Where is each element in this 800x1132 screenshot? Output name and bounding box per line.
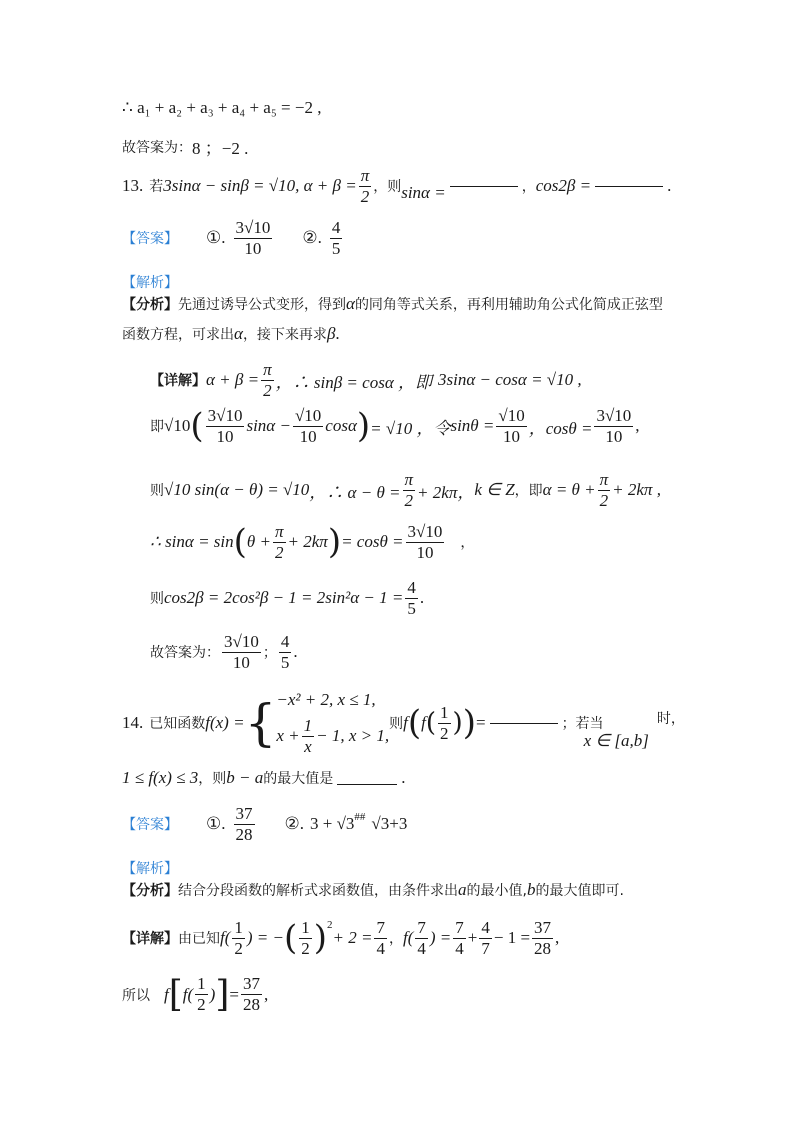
frac-num: √10: [498, 406, 525, 425]
frac-den: 28: [534, 938, 552, 958]
frac-num: 1: [440, 703, 449, 722]
q14-analysis-line: [122, 880, 624, 900]
frac-den: 5: [407, 598, 416, 618]
frac-den: 10: [416, 542, 434, 562]
frac-num: π: [599, 470, 609, 489]
q13-d6-frac2: [279, 632, 292, 672]
q13-d4-frac: [273, 522, 286, 562]
q13-analysis-text1b: 的同角等式关系，再利用辅助角公式化简成正弦型: [354, 297, 663, 313]
q14-lead: 已知函数: [149, 716, 206, 733]
q13-d4c: + 2kπ: [287, 532, 328, 552]
frac-den: 2: [197, 995, 206, 1014]
q13-d4-end: ，: [460, 535, 475, 552]
q13-cos-2beta: cos2β =: [535, 176, 592, 196]
square-exponent: 2: [327, 919, 333, 932]
q13-blank-1: [450, 185, 518, 187]
q13-d2-end: cosα: [325, 416, 357, 436]
q14-ff-inner: f: [421, 713, 426, 733]
q13-detail-line1: [150, 360, 582, 400]
q13-d3e: ，即: [514, 483, 543, 500]
sum-result: ∴ a₁ + a₂ + a₃ + a₄ + a₅ = −2 ,: [122, 98, 322, 117]
q14-d2b: f(: [182, 984, 194, 1004]
q14-d1-end: ,: [555, 928, 560, 948]
q13-d2-mid: sinα −: [246, 416, 291, 436]
q13-d3b: ，∴ α − θ =: [309, 482, 401, 502]
q14-analysis-tag: 【分析】: [122, 883, 178, 899]
frac-num: 7: [417, 918, 426, 937]
q14-jiexi-tag: 【解析】: [122, 861, 178, 877]
q14-answer-tag: 【答案】: [122, 817, 178, 834]
q14-d1a: 由已知: [178, 931, 220, 948]
q14-case2: [276, 716, 389, 756]
q14-d1-r: [374, 918, 387, 958]
q13-end: .: [667, 176, 672, 196]
frac-den: 5: [331, 238, 341, 258]
left-paren-small: (: [425, 708, 437, 739]
q13-sep: ，: [521, 179, 536, 196]
frac-num: 3√10: [235, 218, 271, 237]
q13-detail-line6: [150, 632, 298, 672]
q13-answer-line: [122, 218, 344, 258]
frac-num: 3√10: [207, 406, 243, 425]
q13-detail-tag: 【详解】: [150, 373, 206, 390]
q14-d1-t: [453, 918, 466, 958]
q14-case2a: x +: [276, 726, 300, 746]
answer-prefix: 故答案为：: [122, 139, 192, 156]
q13-detail-line2: [150, 406, 640, 446]
q14-if-when: ；若当: [561, 716, 604, 733]
q13-d4b: θ +: [246, 532, 271, 552]
q14-case2-frac: [302, 716, 315, 756]
q14-d1-plus: +: [467, 928, 478, 948]
frac-num: 7: [455, 918, 464, 937]
frac-num: π: [404, 470, 414, 489]
frac-den: 10: [216, 426, 234, 446]
frac-num: 37: [534, 918, 552, 937]
q14-answer-part1: [234, 804, 255, 844]
q14-d1g: ) =: [429, 928, 452, 948]
q14-blank-1: [490, 722, 558, 724]
q14-answer-hash: ##: [354, 811, 366, 824]
left-paren: (: [407, 703, 422, 744]
answer-values: 8 ；−2 .: [192, 139, 249, 158]
frac-den: 2: [275, 542, 284, 562]
q13-answer-part2-label: ②.: [302, 228, 322, 248]
q14-d2c: ): [209, 984, 216, 1004]
q13-detail-line3: [150, 470, 661, 510]
frac-num: 3√10: [596, 406, 632, 425]
frac-den: 10: [299, 426, 317, 446]
q13-d1-frac: [261, 360, 274, 400]
q14-jiexi-tag-line: [122, 858, 178, 878]
q13-analysis-beta: β: [326, 324, 336, 343]
q13-stem: [122, 166, 671, 206]
right-paren-small: ): [452, 708, 463, 739]
q13-d1c: 3sinα − cosα = √10 ,: [438, 370, 582, 390]
frac-den: 2: [440, 723, 449, 743]
q14-then: 则: [389, 716, 404, 733]
q13-d2-eq: = √10 ，令: [370, 418, 451, 438]
frac-den: 10: [244, 238, 262, 258]
q14-d2-lead: 所以: [122, 987, 150, 1004]
frac-num: π: [274, 522, 284, 541]
q14-d1-s: [415, 918, 428, 958]
q14-answer-part2-value: 3 + √3: [310, 814, 355, 834]
q13-sin-alpha: sinα =: [401, 183, 446, 203]
q13-d5-end: .: [419, 588, 425, 608]
q13-d2-f4: [594, 406, 633, 446]
q13-d3-frac1: [403, 470, 416, 510]
q14-detail-line2: [122, 974, 268, 1015]
frac-num: 4: [407, 578, 416, 597]
frac-den: 28: [235, 824, 253, 844]
frac-num: π: [263, 360, 272, 379]
q13-d5a: cos2β = 2cos²β − 1 = 2sin²α − 1 =: [164, 588, 404, 608]
q14-line2-end: .: [401, 768, 406, 787]
q14-shi: 时，: [656, 711, 685, 728]
frac-den: 4: [417, 938, 426, 958]
q14-eq: =: [475, 713, 486, 733]
frac-den: 10: [232, 652, 250, 672]
q14-fx: f(x) =: [205, 713, 245, 733]
q13-then: ，则: [373, 179, 402, 196]
frac-den: 2: [263, 380, 272, 400]
q13-blank-2: [595, 185, 663, 187]
q14-d1-v: [532, 918, 553, 958]
q13-d4a: ∴ sinα = sin: [150, 532, 234, 552]
q14-number: 14.: [122, 713, 144, 733]
q13-analysis-text1a: 先通过诱导公式变形，得到: [178, 297, 346, 313]
q13-d5-lead: 则: [150, 591, 164, 608]
q14-d1-u: [479, 918, 492, 958]
q13-d3a: √10 sin(α − θ) = √10: [164, 480, 310, 500]
q13-d2-f1: [206, 406, 245, 446]
q13-d2-cos: ，cosθ =: [528, 418, 593, 438]
frac-num: 1: [234, 918, 243, 937]
q13-d6-lead: 故答案为：: [150, 645, 220, 662]
q14-analysis-a: 结合分段函数的解析式求函数值，由条件求出: [178, 883, 458, 899]
frac-num: 1: [197, 974, 206, 994]
frac-num: 3√10: [224, 632, 259, 651]
q14-d2-result: [241, 974, 262, 1014]
right-paren: ): [313, 918, 328, 959]
q14-d1-half2: [299, 918, 312, 958]
q14-stem: [122, 690, 685, 756]
q14-analysis-bvar: b: [526, 880, 536, 899]
q13-detail-line4: [150, 522, 474, 562]
q14-analysis-avar: a: [458, 880, 467, 899]
q13-answer-tag: 【答案】: [122, 231, 178, 248]
q13-analysis-line1: [122, 294, 663, 314]
right-paren: ): [356, 406, 371, 447]
q13-d2-lead: 即: [150, 419, 164, 436]
q14-d1d: + 2 =: [332, 928, 373, 948]
frac-num: 37: [242, 974, 260, 994]
q13-jiexi-tag: 【解析】: [122, 275, 178, 291]
frac-num: 37: [235, 804, 253, 823]
q13-d2-tail: ,: [635, 416, 640, 436]
q14-analysis-b: 的最小值,: [466, 883, 527, 899]
q14-detail-tag: 【详解】: [122, 931, 178, 948]
frac-num: 3√10: [407, 522, 443, 541]
q13-analysis-alpha2: α: [234, 324, 243, 343]
q14-d1c: ) = −: [246, 928, 284, 948]
q14-cases: [276, 690, 389, 756]
q14-answer-part1-label: ①.: [206, 814, 226, 834]
q13-d5-frac: [405, 578, 418, 618]
frac-num: 4: [481, 918, 490, 937]
q14-d1e: ，: [388, 931, 403, 948]
answer-line-prev: [122, 134, 248, 159]
q13-d1b: ，∴ sinβ = cosα ，即: [275, 372, 432, 392]
q14-d2-end: ,: [263, 984, 269, 1004]
q14-case1: −x² + 2, x ≤ 1,: [276, 690, 376, 709]
q13-analysis-line2: [122, 324, 340, 344]
q14-half: [438, 703, 451, 743]
left-paren: (: [284, 918, 298, 959]
q13-analysis-text2b: ，接下来再求: [242, 327, 327, 343]
right-bracket: ]: [215, 974, 230, 1015]
q13-d4d: = cosθ =: [341, 532, 404, 552]
q13-d2-f2: [293, 406, 323, 446]
q13-d6-frac1: [222, 632, 261, 672]
q14-d2a: f: [164, 984, 169, 1004]
q13-d4-result: [406, 522, 445, 562]
q14-d1h: − 1 =: [493, 928, 531, 948]
frac-num: 1: [301, 918, 310, 937]
q13-d3f: α = θ +: [542, 480, 596, 500]
q14-d1-half: [232, 918, 245, 958]
q13-answer-part2: [330, 218, 343, 258]
frac-den: 2: [234, 938, 243, 958]
q13-analysis-alpha: α: [346, 294, 355, 313]
q13-d3-lead: 则: [150, 483, 164, 500]
q13-d2-f3: [496, 406, 526, 446]
sum-result-line: [122, 98, 321, 118]
frac-den: 10: [503, 426, 521, 446]
frac-den: 2: [599, 490, 609, 510]
q13-d3g: + 2kπ ,: [612, 480, 661, 500]
q14-stem-line2: [122, 768, 406, 788]
q13-jiexi-tag-line: [122, 272, 178, 292]
q14-blank-2: [337, 783, 397, 785]
left-paren: (: [233, 522, 247, 563]
q14-line2d: 的最大值是: [263, 771, 334, 787]
q13-d1a: α + β =: [206, 370, 260, 390]
q14-d1b: f(: [220, 928, 231, 948]
frac-den: x: [304, 736, 312, 756]
q13-answer-part1-label: ①.: [206, 228, 226, 248]
frac-den: 28: [242, 995, 260, 1014]
q14-answer-part2-alt: √3+3: [371, 814, 408, 834]
frac-den: 5: [280, 652, 290, 672]
q14-analysis-c: 的最大值即可.: [535, 883, 624, 899]
q13-d3-frac2: [598, 470, 611, 510]
q14-answer-line: [122, 804, 407, 844]
q14-line2c: b − a: [226, 768, 264, 787]
frac-den: 7: [481, 938, 490, 958]
q13-d3c: + 2kπ，: [417, 482, 475, 502]
q13-d6-sep: ；: [262, 645, 277, 662]
frac-num: √10: [294, 406, 322, 425]
frac-num: 1: [303, 716, 313, 735]
q14-x-in: x ∈ [a,b]: [583, 731, 649, 751]
frac-den: 2: [360, 186, 370, 206]
q13-d6-end: .: [293, 642, 298, 662]
q13-answer-part1: [234, 218, 273, 258]
q14-detail-line1: [122, 918, 559, 958]
q13-condition: 3sinα − sinβ = √10, α + β =: [163, 176, 357, 196]
right-paren: ): [462, 703, 476, 744]
q13-d3d: k ∈ Z: [474, 480, 515, 500]
q14-brace: {: [244, 694, 277, 753]
frac-num: 7: [376, 918, 385, 937]
q14-d2-eq: =: [229, 984, 239, 1004]
q14-case2b: − 1, x > 1,: [316, 726, 390, 746]
q13-d2-sin: sinθ =: [450, 416, 495, 436]
q14-d1f: f(: [402, 928, 414, 948]
q13-analysis-text2a: 函数方程，可求出: [122, 327, 234, 343]
q14-line2a: 1 ≤ f(x) ≤ 3: [122, 768, 199, 787]
q13-analysis-end: .: [335, 324, 340, 343]
frac-num: 4: [280, 632, 290, 651]
right-paren: ): [327, 522, 342, 563]
q13-number: 13.: [122, 176, 144, 196]
q13-detail-line5: [150, 578, 424, 618]
q14-d2-half: [195, 974, 208, 1014]
frac-den: 4: [455, 938, 464, 958]
q13-analysis-tag: 【分析】: [122, 297, 178, 313]
left-paren: (: [190, 406, 204, 447]
frac-den: 2: [301, 938, 310, 958]
q13-frac-pi: [359, 166, 372, 206]
left-bracket: [: [168, 974, 183, 1015]
q14-line2b: ，则: [198, 771, 227, 787]
q13-d2a: √10: [164, 416, 191, 436]
frac-den: 4: [376, 938, 385, 958]
q14-answer-part2-label: ②.: [284, 814, 304, 834]
frac-num: 4: [331, 218, 341, 237]
frac-num: π: [360, 166, 370, 185]
q13-lead: 若: [149, 179, 164, 196]
frac-den: 2: [404, 490, 414, 510]
frac-den: 10: [605, 426, 623, 446]
q14-ff: f: [403, 713, 408, 733]
